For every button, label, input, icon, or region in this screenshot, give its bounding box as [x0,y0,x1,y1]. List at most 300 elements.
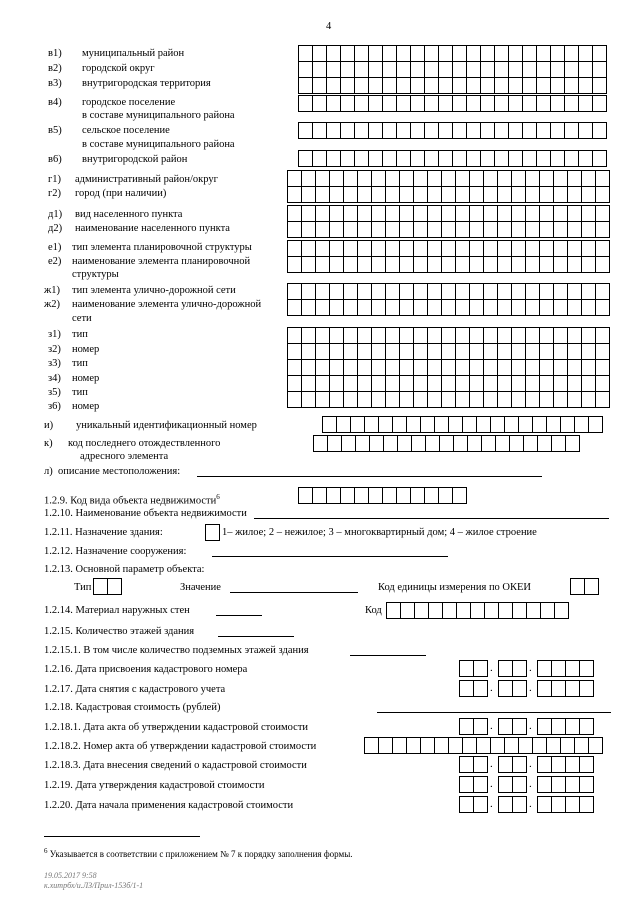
box-cell[interactable] [527,603,541,618]
box-cell[interactable] [369,46,383,61]
box-cell[interactable] [299,46,313,61]
input-boxes[interactable] [287,299,610,316]
box-cell[interactable] [568,392,582,407]
box-cell[interactable] [442,171,456,186]
box-cell[interactable] [358,257,372,272]
input-boxes[interactable] [287,205,610,222]
box-cell[interactable] [313,151,327,166]
box-cell[interactable] [344,241,358,256]
box-cell[interactable] [593,62,607,77]
box-cell[interactable] [470,284,484,299]
box-cell[interactable] [302,187,316,202]
box-cell[interactable] [407,417,421,432]
floors-line[interactable] [218,636,294,637]
box-cell[interactable] [540,392,554,407]
box-cell[interactable] [561,738,575,753]
box-cell[interactable] [386,187,400,202]
box-cell[interactable] [566,681,580,696]
input-boxes[interactable] [287,343,610,360]
box-cell[interactable] [428,171,442,186]
box-cell[interactable] [365,417,379,432]
box-cell[interactable] [526,376,540,391]
box-cell[interactable] [513,777,527,792]
box-cell[interactable] [470,241,484,256]
box-cell[interactable] [453,488,467,503]
box-cell[interactable] [568,328,582,343]
box-cell[interactable] [538,797,552,812]
box-cell[interactable] [566,719,580,734]
box-cell[interactable] [537,46,551,61]
purpose-box[interactable] [205,524,220,541]
box-cell[interactable] [579,78,593,93]
box-cell[interactable] [400,222,414,237]
box-cell[interactable] [414,300,428,315]
box-cell[interactable] [421,417,435,432]
box-cell[interactable] [589,417,603,432]
box-cell[interactable] [414,360,428,375]
box-cell[interactable] [484,328,498,343]
box-cell[interactable] [428,376,442,391]
box-cell[interactable] [596,360,610,375]
box-cell[interactable] [313,96,327,111]
box-cell[interactable] [299,96,313,111]
box-cell[interactable] [474,719,488,734]
box-cell[interactable] [316,241,330,256]
box-cell[interactable] [491,417,505,432]
box-cell[interactable] [453,123,467,138]
box-cell[interactable] [411,78,425,93]
box-cell[interactable] [401,603,415,618]
box-cell[interactable] [470,171,484,186]
box-cell[interactable] [498,284,512,299]
box-cell[interactable] [470,206,484,221]
box-cell[interactable] [355,151,369,166]
box-cell[interactable] [554,392,568,407]
box-cell[interactable] [397,96,411,111]
box-cell[interactable] [341,123,355,138]
box-cell[interactable] [526,241,540,256]
box-cell[interactable] [341,488,355,503]
box-cell[interactable] [540,360,554,375]
box-cell[interactable] [509,123,523,138]
box-cell[interactable] [288,376,302,391]
box-cell[interactable] [551,62,565,77]
box-cell[interactable] [453,62,467,77]
box-cell[interactable] [299,123,313,138]
box-cell[interactable] [523,96,537,111]
box-cell[interactable] [484,300,498,315]
box-cell[interactable] [302,300,316,315]
box-cell[interactable] [460,797,474,812]
box-cell[interactable] [498,328,512,343]
box-cell[interactable] [499,719,513,734]
box-cell[interactable] [330,257,344,272]
box-cell[interactable] [509,46,523,61]
box-cell[interactable] [327,123,341,138]
box-cell[interactable] [540,222,554,237]
date-part[interactable] [459,756,488,773]
object-name-line[interactable] [254,518,609,519]
box-cell[interactable] [596,171,610,186]
box-cell[interactable] [484,171,498,186]
box-cell[interactable] [372,344,386,359]
box-cell[interactable] [370,436,384,451]
box-cell[interactable] [499,777,513,792]
box-cell[interactable] [484,360,498,375]
box-cell[interactable] [379,738,393,753]
box-cell[interactable] [582,284,596,299]
box-cell[interactable] [499,603,513,618]
box-cell[interactable] [565,62,579,77]
box-cell[interactable] [551,96,565,111]
box-cell[interactable] [582,392,596,407]
box-cell[interactable] [454,436,468,451]
date-part[interactable] [498,660,527,677]
box-cell[interactable] [400,206,414,221]
box-cell[interactable] [512,328,526,343]
box-cell[interactable] [512,171,526,186]
box-cell[interactable] [474,661,488,676]
box-cell[interactable] [449,738,463,753]
box-cell[interactable] [442,187,456,202]
box-cell[interactable] [498,392,512,407]
box-cell[interactable] [582,300,596,315]
box-cell[interactable] [393,738,407,753]
input-boxes[interactable] [298,122,607,139]
box-cell[interactable] [369,488,383,503]
box-cell[interactable] [372,360,386,375]
box-cell[interactable] [439,46,453,61]
box-cell[interactable] [439,123,453,138]
box-cell[interactable] [400,257,414,272]
box-cell[interactable] [513,603,527,618]
box-cell[interactable] [552,436,566,451]
box-cell[interactable] [481,62,495,77]
date-part[interactable] [498,776,527,793]
box-cell[interactable] [526,257,540,272]
box-cell[interactable] [579,46,593,61]
box-cell[interactable] [456,328,470,343]
box-cell[interactable] [470,222,484,237]
box-cell[interactable] [288,344,302,359]
box-cell[interactable] [327,488,341,503]
box-cell[interactable] [439,151,453,166]
box-cell[interactable] [453,78,467,93]
box-cell[interactable] [540,187,554,202]
box-cell[interactable] [411,62,425,77]
box-cell[interactable] [344,344,358,359]
box-cell[interactable] [561,417,575,432]
box-cell[interactable] [495,62,509,77]
box-cell[interactable] [387,603,401,618]
box-cell[interactable] [519,417,533,432]
box-cell[interactable] [344,376,358,391]
box-cell[interactable] [341,151,355,166]
box-cell[interactable] [442,300,456,315]
box-cell[interactable] [551,78,565,93]
box-cell[interactable] [372,392,386,407]
box-cell[interactable] [316,344,330,359]
box-cell[interactable] [512,376,526,391]
box-cell[interactable] [428,257,442,272]
box-cell[interactable] [523,62,537,77]
box-cell[interactable] [471,603,485,618]
box-cell[interactable] [397,62,411,77]
box-cell[interactable] [400,284,414,299]
box-cell[interactable] [313,46,327,61]
input-boxes[interactable] [287,327,610,344]
box-cell[interactable] [313,488,327,503]
box-cell[interactable] [379,417,393,432]
box-cell[interactable] [463,417,477,432]
box-cell[interactable] [316,360,330,375]
box-cell[interactable] [400,376,414,391]
box-cell[interactable] [344,171,358,186]
box-cell[interactable] [414,392,428,407]
box-cell[interactable] [551,151,565,166]
box-cell[interactable] [428,241,442,256]
box-cell[interactable] [442,222,456,237]
box-cell[interactable] [495,123,509,138]
object-kind-boxes[interactable] [298,487,467,504]
box-cell[interactable] [568,257,582,272]
box-cell[interactable] [358,392,372,407]
box-cell[interactable] [428,392,442,407]
box-cell[interactable] [582,360,596,375]
box-cell[interactable] [470,300,484,315]
box-cell[interactable] [355,62,369,77]
box-cell[interactable] [288,284,302,299]
box-cell[interactable] [580,681,594,696]
box-cell[interactable] [540,241,554,256]
input-boxes[interactable] [298,150,607,167]
box-cell[interactable] [582,376,596,391]
box-cell[interactable] [582,328,596,343]
box-cell[interactable] [453,151,467,166]
box-cell[interactable] [481,151,495,166]
box-cell[interactable] [580,777,594,792]
box-cell[interactable] [509,96,523,111]
box-cell[interactable] [400,241,414,256]
box-cell[interactable] [566,436,580,451]
box-cell[interactable] [453,46,467,61]
box-cell[interactable] [330,284,344,299]
box-cell[interactable] [596,257,610,272]
box-cell[interactable] [485,603,499,618]
box-cell[interactable] [456,241,470,256]
box-cell[interactable] [579,62,593,77]
box-cell[interactable] [400,187,414,202]
box-cell[interactable] [513,757,527,772]
box-cell[interactable] [442,360,456,375]
box-cell[interactable] [425,96,439,111]
input-boxes[interactable] [287,240,610,257]
date-part[interactable] [498,756,527,773]
box-cell[interactable] [442,344,456,359]
box-cell[interactable] [397,123,411,138]
box-cell[interactable] [372,284,386,299]
box-cell[interactable] [526,344,540,359]
box-cell[interactable] [579,151,593,166]
box-cell[interactable] [288,392,302,407]
box-cell[interactable] [456,171,470,186]
box-cell[interactable] [355,96,369,111]
box-cell[interactable] [538,757,552,772]
box-cell[interactable] [412,436,426,451]
box-cell[interactable] [596,328,610,343]
box-cell[interactable] [397,78,411,93]
box-cell[interactable] [568,376,582,391]
box-cell[interactable] [498,241,512,256]
box-cell[interactable] [509,151,523,166]
box-cell[interactable] [582,187,596,202]
date-part[interactable] [537,660,594,677]
box-cell[interactable] [565,123,579,138]
box-cell[interactable] [316,392,330,407]
date-part[interactable] [498,796,527,813]
box-cell[interactable] [302,206,316,221]
box-cell[interactable] [316,171,330,186]
box-cell[interactable] [468,436,482,451]
box-cell[interactable] [498,300,512,315]
box-cell[interactable] [369,78,383,93]
box-cell[interactable] [327,62,341,77]
box-cell[interactable] [565,78,579,93]
box-cell[interactable] [575,417,589,432]
box-cell[interactable] [552,661,566,676]
box-cell[interactable] [554,300,568,315]
box-cell[interactable] [596,206,610,221]
box-cell[interactable] [456,187,470,202]
box-cell[interactable] [512,241,526,256]
date-part[interactable] [459,796,488,813]
box-cell[interactable] [547,417,561,432]
box-cell[interactable] [316,328,330,343]
box-cell[interactable] [323,417,337,432]
box-cell[interactable] [524,436,538,451]
box-cell[interactable] [484,376,498,391]
box-cell[interactable] [369,151,383,166]
box-cell[interactable] [568,360,582,375]
box-cell[interactable] [383,151,397,166]
box-cell[interactable] [313,62,327,77]
box-cell[interactable] [442,241,456,256]
box-cell[interactable] [341,62,355,77]
box-cell[interactable] [481,46,495,61]
structure-purpose-line[interactable] [212,556,448,557]
box-cell[interactable] [288,171,302,186]
box-cell[interactable] [386,284,400,299]
box-cell[interactable] [342,436,356,451]
box-cell[interactable] [580,797,594,812]
box-cell[interactable] [414,328,428,343]
box-cell[interactable] [526,392,540,407]
box-cell[interactable] [330,171,344,186]
box-cell[interactable] [470,187,484,202]
box-cell[interactable] [580,661,594,676]
box-cell[interactable] [552,719,566,734]
box-cell[interactable] [526,328,540,343]
box-cell[interactable] [414,171,428,186]
input-boxes[interactable] [298,45,607,62]
box-cell[interactable] [442,376,456,391]
box-cell[interactable] [575,738,589,753]
box-cell[interactable] [327,96,341,111]
box-cell[interactable] [358,328,372,343]
box-cell[interactable] [386,392,400,407]
box-cell[interactable] [330,328,344,343]
box-cell[interactable] [498,222,512,237]
box-cell[interactable] [538,661,552,676]
box-cell[interactable] [302,360,316,375]
box-cell[interactable] [314,436,328,451]
box-cell[interactable] [596,284,610,299]
box-cell[interactable] [551,123,565,138]
box-cell[interactable] [589,738,603,753]
box-cell[interactable] [358,206,372,221]
box-cell[interactable] [470,344,484,359]
box-cell[interactable] [443,603,457,618]
box-cell[interactable] [386,222,400,237]
box-cell[interactable] [484,257,498,272]
box-cell[interactable] [474,777,488,792]
box-cell[interactable] [512,300,526,315]
box-cell[interactable] [554,257,568,272]
box-cell[interactable] [512,392,526,407]
box-cell[interactable] [467,62,481,77]
box-cell[interactable] [386,241,400,256]
box-cell[interactable] [358,360,372,375]
box-cell[interactable] [288,222,302,237]
box-cell[interactable] [566,777,580,792]
box-cell[interactable] [411,123,425,138]
box-cell[interactable] [383,46,397,61]
box-cell[interactable] [428,187,442,202]
box-cell[interactable] [568,206,582,221]
box-cell[interactable] [344,222,358,237]
box-cell[interactable] [288,257,302,272]
box-cell[interactable] [372,171,386,186]
box-cell[interactable] [593,78,607,93]
box-cell[interactable] [596,376,610,391]
box-cell[interactable] [579,123,593,138]
box-cell[interactable] [386,328,400,343]
box-cell[interactable] [369,123,383,138]
box-cell[interactable] [513,719,527,734]
box-cell[interactable] [484,206,498,221]
box-cell[interactable] [327,151,341,166]
box-cell[interactable] [470,360,484,375]
box-cell[interactable] [538,436,552,451]
box-cell[interactable] [330,300,344,315]
date-part[interactable] [537,796,594,813]
box-cell[interactable] [505,738,519,753]
box-cell[interactable] [568,300,582,315]
box-cell[interactable] [540,284,554,299]
box-cell[interactable] [442,206,456,221]
box-cell[interactable] [414,206,428,221]
box-cell[interactable] [457,603,471,618]
box-cell[interactable] [470,392,484,407]
box-cell[interactable] [505,417,519,432]
box-cell[interactable] [554,222,568,237]
box-cell[interactable] [456,206,470,221]
box-cell[interactable] [414,241,428,256]
box-cell[interactable] [554,206,568,221]
box-cell[interactable] [555,603,569,618]
box-cell[interactable] [537,62,551,77]
box-cell[interactable] [355,46,369,61]
